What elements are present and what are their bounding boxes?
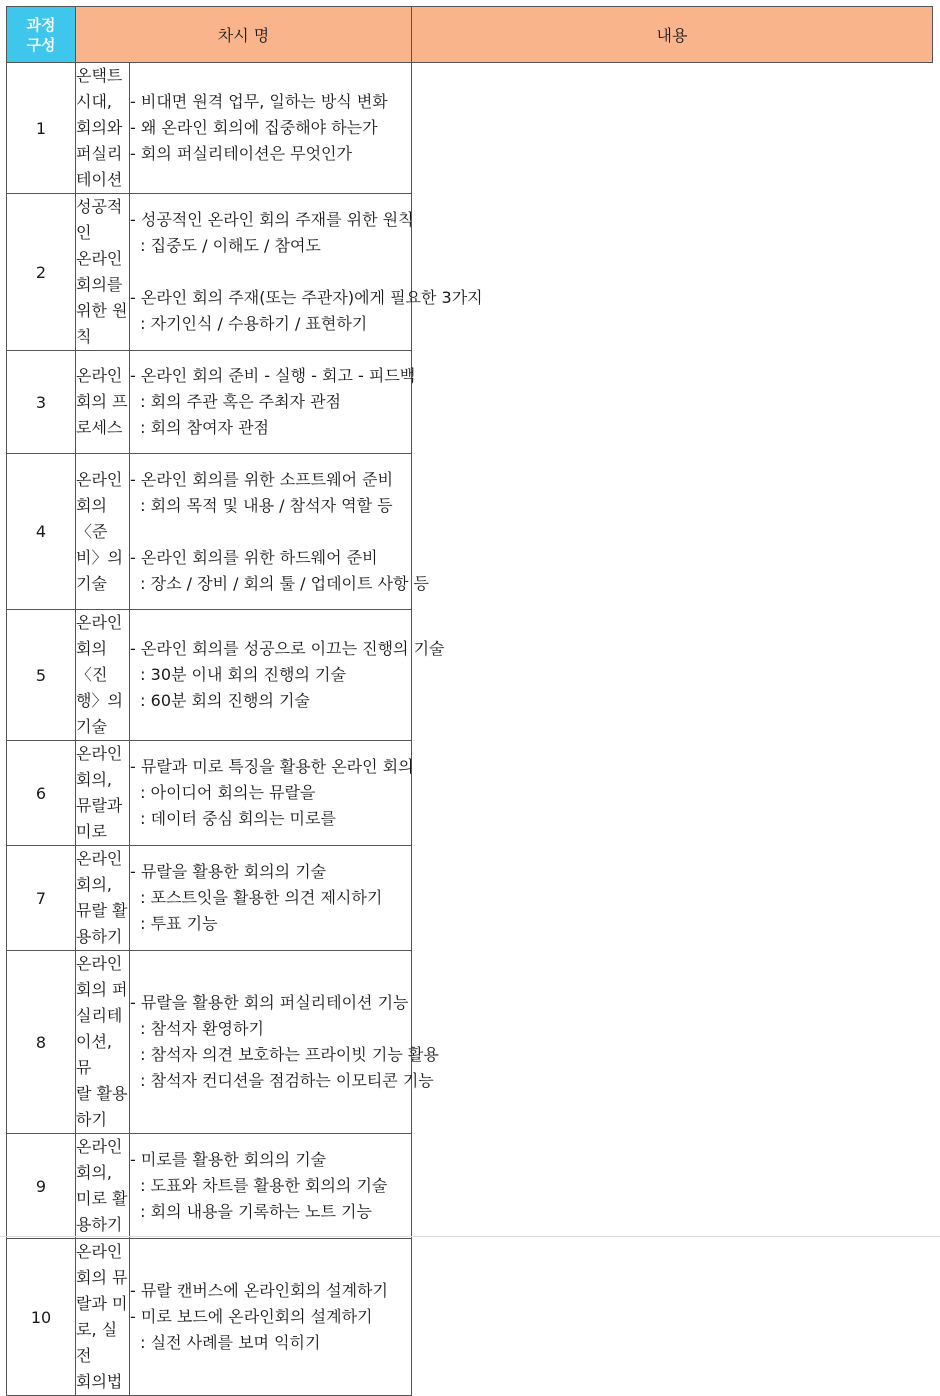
content-line: - 뮤랄을 활용한 회의 퍼실리테이션 기능: [130, 993, 409, 1012]
session-title: [76, 1239, 130, 1396]
session-title-line: 회의와 퍼실리테이션: [76, 118, 123, 189]
session-content: [130, 610, 445, 741]
content-line: : 포스트잇을 활용한 의견 제시하기: [130, 888, 383, 907]
session-number: 7: [7, 846, 76, 951]
content-line: : 실전 사례를 보며 익히기: [130, 1333, 321, 1352]
content-line: - 미로를 활용한 회의의 기술: [130, 1150, 327, 1169]
session-number: 8: [7, 951, 76, 1134]
session-content: [130, 454, 429, 610]
content-line: - 온라인 회의를 위한 소프트웨어 준비: [130, 469, 394, 489]
session-content: [130, 1134, 412, 1239]
session-title: [76, 741, 130, 846]
session-title-line: 온택트 시대,: [76, 66, 123, 111]
content-line: : 데이터 중심 회의는 미로를: [130, 809, 336, 828]
session-number: 10: [7, 1239, 76, 1396]
session-title-line: 온라인 회의, 뮤랄과 미로: [76, 744, 123, 841]
table-row: [7, 610, 933, 741]
session-name-header: 차시 명: [76, 7, 412, 63]
content-line: - 온라인 회의를 위한 하드웨어 준비: [130, 547, 378, 567]
table-row: [7, 1239, 933, 1396]
table-row: [7, 194, 933, 351]
session-number: 4: [7, 454, 76, 610]
content-line: : 회의 주관 혹은 주최자 관점: [130, 392, 342, 411]
session-title: [76, 454, 130, 610]
bottom-divider: [0, 1236, 940, 1237]
session-number: 6: [7, 741, 76, 846]
content-line: - 성공적인 온라인 회의 주재를 위한 원칙: [130, 210, 414, 229]
content-line: - 온라인 회의를 성공으로 이끄는 진행의 기술: [130, 639, 445, 658]
session-title-line: 온라인 회의, 미로 활용하기: [76, 1137, 128, 1234]
content-group-gap: [130, 519, 411, 545]
content-line: : 회의 목적 및 내용 / 참석자 역할 등: [130, 495, 393, 515]
content-line: - 비대면 원격 업무, 일하는 방식 변화: [130, 92, 388, 111]
table-row: [7, 1134, 933, 1239]
content-line: : 참석자 환영하기: [130, 1019, 264, 1038]
table-row: [7, 951, 933, 1134]
session-title-line: 온라인 회의, 뮤랄 활용하기: [76, 849, 128, 946]
table-row: [7, 454, 933, 610]
table-row: [7, 741, 933, 846]
table-row: [7, 63, 933, 194]
session-title: [76, 1134, 130, 1239]
content-line: - 뮤랄을 활용한 회의의 기술: [130, 862, 327, 881]
content-line: : 60분 회의 진행의 기술: [130, 691, 310, 710]
session-title: [76, 951, 130, 1134]
session-number: 1: [7, 63, 76, 194]
side-label-line-2: 구성: [26, 35, 56, 54]
session-number: 9: [7, 1134, 76, 1239]
side-label-line-1: 과정: [26, 15, 56, 34]
session-title-line: 온라인 회의 퍼실리테이션, 뮤: [76, 954, 128, 1077]
session-title: [76, 63, 130, 194]
session-number: 2: [7, 194, 76, 351]
content-line: - 뮤랄 캔버스에 온라인회의 설계하기: [130, 1281, 388, 1300]
session-title-line: 온라인 회의 〈진행〉의 기술: [76, 613, 123, 736]
curriculum-table: [6, 6, 933, 1396]
content-line: : 회의 내용을 기록하는 노트 기능: [130, 1202, 372, 1221]
content-line: : 장소 / 장비 / 회의 툴 / 업데이트 사항 등: [130, 573, 429, 593]
session-title: [76, 610, 130, 741]
content-header: 내용: [412, 7, 933, 63]
session-content: [130, 741, 412, 846]
session-title-line: 온라인 회의를 위한 원칙: [76, 249, 128, 346]
content-line: : 도표와 차트를 활용한 회의의 기술: [130, 1176, 388, 1195]
session-number: 5: [7, 610, 76, 741]
session-content: [130, 194, 483, 351]
content-line: : 30분 이내 회의 진행의 기술: [130, 665, 346, 684]
session-content: [130, 951, 439, 1134]
content-line: : 자기인식 / 수용하기 / 표현하기: [130, 314, 368, 333]
content-line: : 집중도 / 이해도 / 참여도: [130, 236, 321, 255]
content-line: - 미로 보드에 온라인회의 설계하기: [130, 1307, 373, 1326]
session-title-line: 온라인 회의 뮤랄과 미로, 실전: [76, 1242, 128, 1365]
session-title-line: 회의법: [76, 1372, 123, 1391]
content-group-gap: [130, 259, 411, 285]
content-line: - 온라인 회의 주재(또는 주관자)에게 필요한 3가지: [130, 288, 483, 307]
session-title: [76, 351, 130, 454]
header-row: [7, 7, 933, 63]
session-content: [130, 63, 412, 194]
content-line: - 왜 온라인 회의에 집중해야 하는가: [130, 118, 378, 137]
content-line: : 아이디어 회의는 뮤랄을: [130, 783, 316, 802]
content-line: : 참석자 컨디션을 점검하는 이모티콘 기능: [130, 1071, 434, 1090]
side-label-cell: [7, 7, 76, 63]
session-title-line: 온라인 회의 프로세스: [76, 366, 128, 437]
session-title-line: 랄 활용하기: [76, 1084, 128, 1129]
table-row: [7, 351, 933, 454]
content-line: : 투표 기능: [130, 914, 218, 933]
session-title: [76, 846, 130, 951]
session-content: [130, 846, 412, 951]
content-line: - 온라인 회의 준비 - 실행 - 회고 - 피드백: [130, 366, 416, 385]
session-title-line: 성공적인: [76, 197, 123, 242]
session-number: 3: [7, 351, 76, 454]
content-line: : 참석자 의견 보호하는 프라이빗 기능 활용: [130, 1045, 439, 1064]
session-title-line: 온라인 회의 〈준비〉의 기술: [76, 469, 123, 593]
content-line: - 회의 퍼실리테이션은 무엇인가: [130, 144, 352, 163]
session-content: [130, 1239, 412, 1396]
session-content: [130, 351, 416, 454]
content-line: : 회의 참여자 관점: [130, 418, 270, 437]
table-row: [7, 846, 933, 951]
session-title: [76, 194, 130, 351]
content-line: - 뮤랄과 미로 특징을 활용한 온라인 회의: [130, 757, 414, 776]
